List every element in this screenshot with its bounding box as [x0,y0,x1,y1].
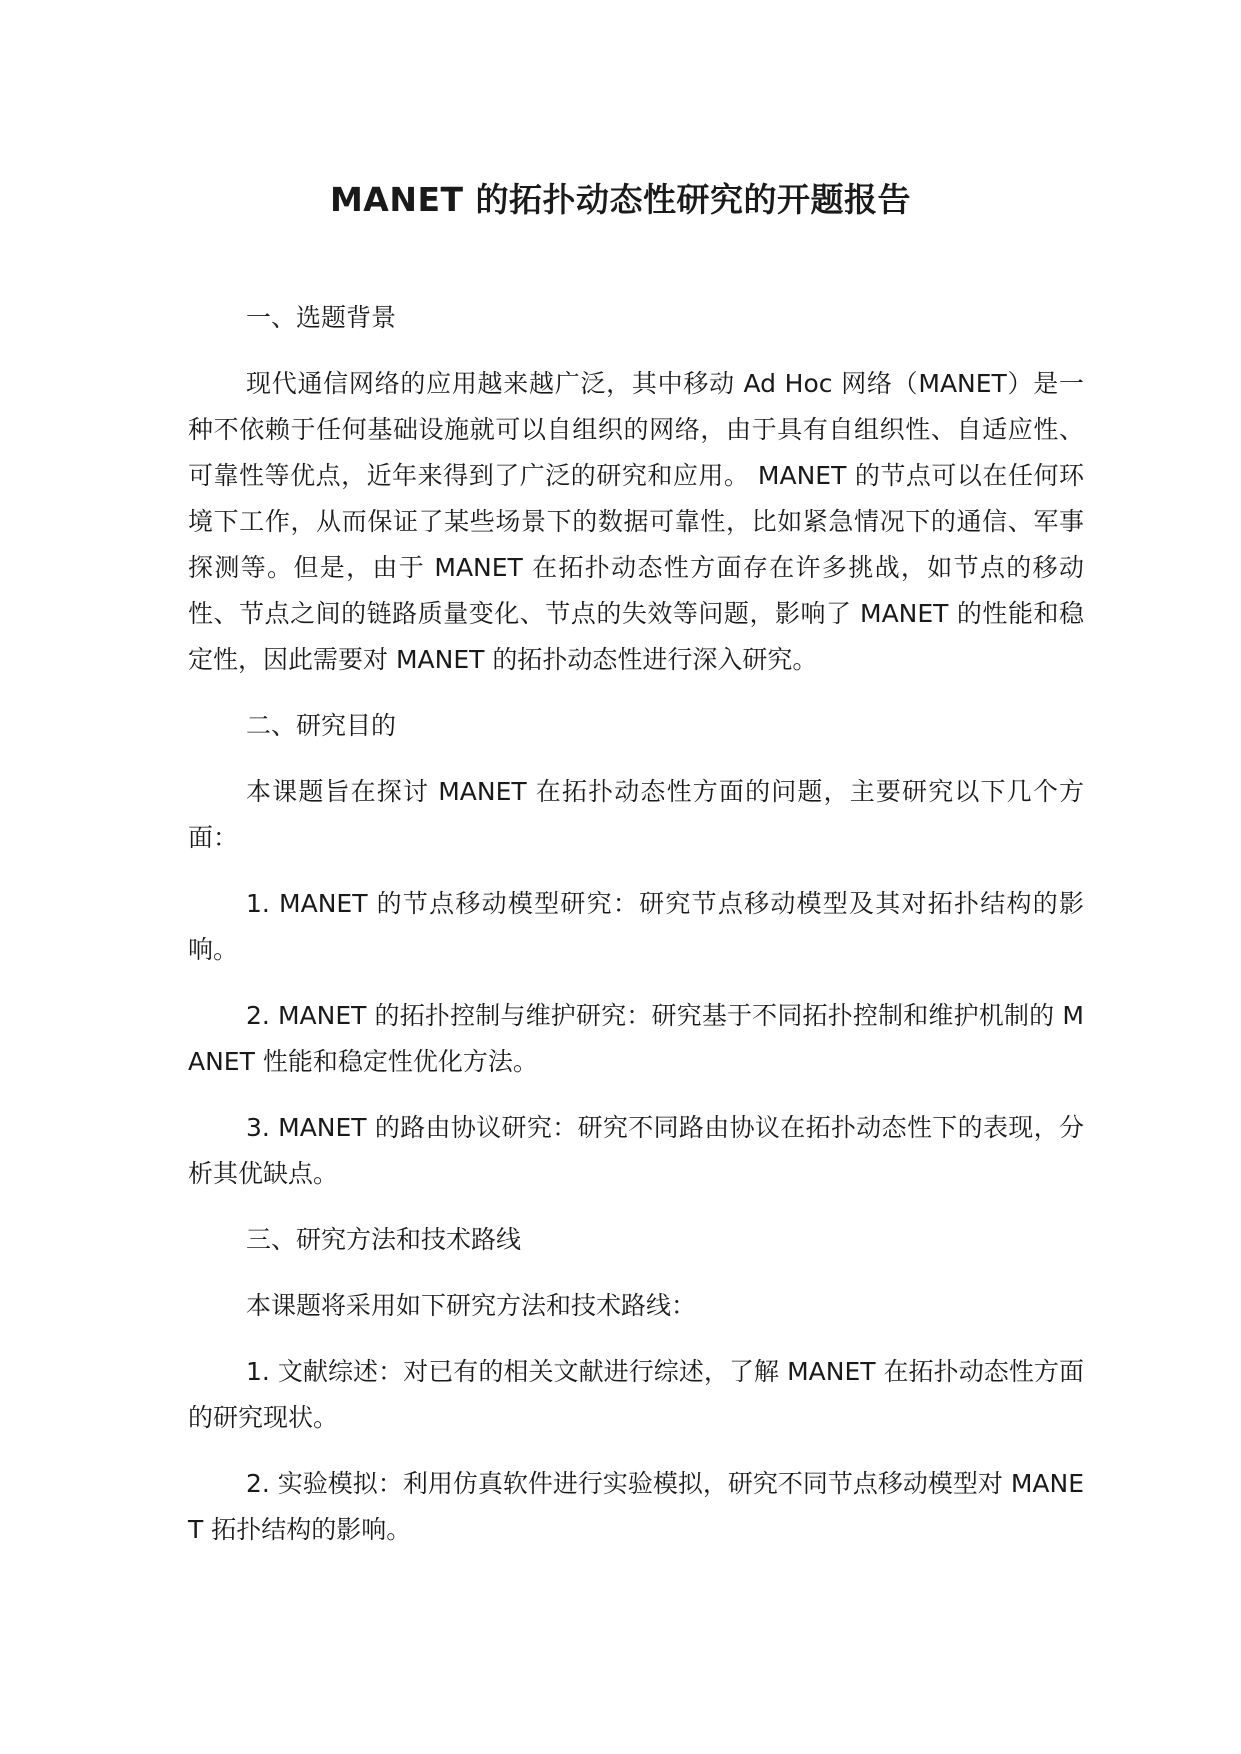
section-heading-methods: 三、研究方法和技术路线 [246,1225,522,1254]
purpose-item-2: 2. MANET 的拓扑控制与维护研究：研究基于不同拓扑控制和维护机制的 MANET 性能和稳定性优化方法。 [188,1001,1084,1076]
section-heading-background: 一、选题背景 [246,303,397,332]
background-paragraph: 现代通信网络的应用越来越广泛，其中移动 Ad Hoc 网络（MANET）是一种不依赖于任何基础设施就可以自组织的网络，由于具有自组织性、自适应性、可靠性等优点，近年来得到了广泛的研究和应用。 MANET 的节点可以在任何环境下工作，从而保证了某些场景下的数据可靠性，比如紧急情况下的通信、军事探测等。但是，由于 MANET 在拓扑动态性方面存在许多挑战，如节点的移动性、节点之间的链路质量变化、节点的失效等问题，影响了 MANET 的性能和稳定性，因此需要对 MANET 的拓扑动态性进行深入研究。 [188,369,1084,674]
purpose-paragraph: 本课题旨在探讨 MANET 在拓扑动态性方面的问题，主要研究以下几个方面： [188,777,1084,852]
methods-item-1: 1. 文献综述：对已有的相关文献进行综述，了解 MANET 在拓扑动态性方面的研究现状。 [188,1357,1084,1432]
methods-paragraph: 本课题将采用如下研究方法和技术路线： [246,1291,697,1320]
methods-item-2: 2. 实验模拟：利用仿真软件进行实验模拟，研究不同节点移动模型对 MANET 拓扑结构的影响。 [188,1469,1084,1544]
section-heading-purpose: 二、研究目的 [246,711,397,740]
purpose-item-3: 3. MANET 的路由协议研究：研究不同路由协议在拓扑动态性下的表现，分析其优缺点。 [188,1113,1084,1188]
purpose-item-1: 1. MANET 的节点移动模型研究：研究节点移动模型及其对拓扑结构的影响。 [188,889,1084,964]
document-body [188,295,1084,1573]
document-title: MANET 的拓扑动态性研究的开题报告 [329,180,912,219]
